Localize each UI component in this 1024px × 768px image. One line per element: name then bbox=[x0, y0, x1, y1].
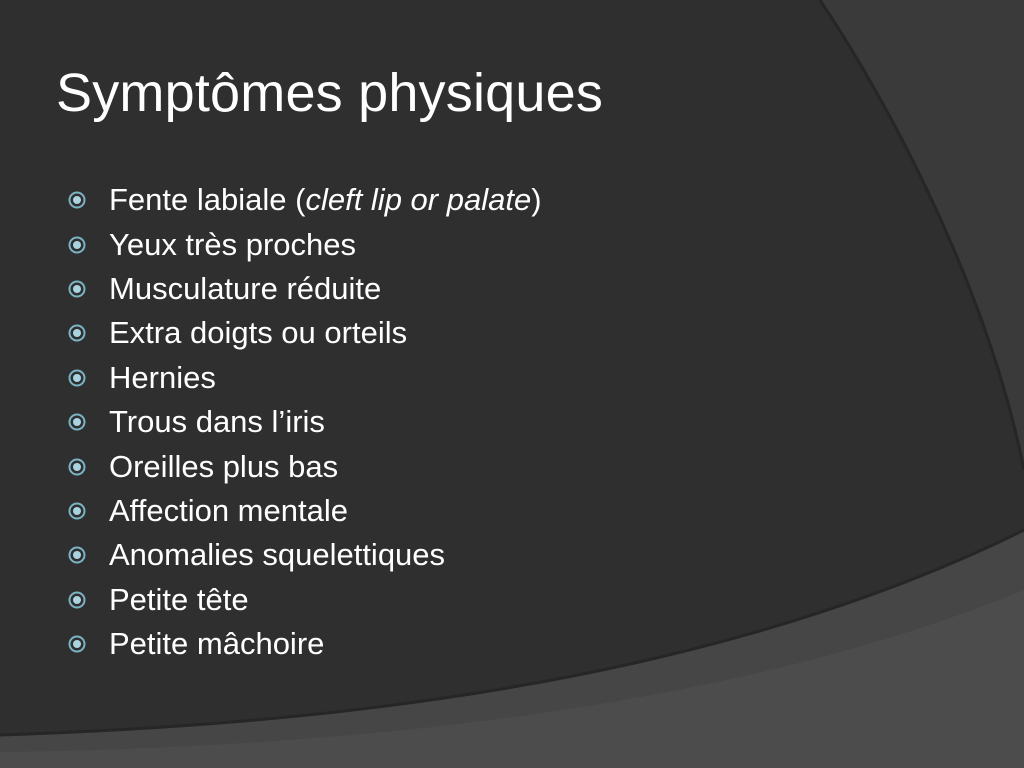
list-item-label: Yeux très proches bbox=[109, 226, 357, 262]
list-item bbox=[68, 311, 542, 355]
list-item-italic: cleft lip or palate bbox=[305, 182, 532, 218]
list-item bbox=[68, 400, 542, 444]
list-item bbox=[68, 356, 542, 400]
circled-dot-icon bbox=[68, 546, 86, 564]
list-item bbox=[68, 267, 542, 311]
list-item-label: Petite mâchoire bbox=[109, 626, 325, 662]
circled-dot-icon bbox=[68, 413, 86, 431]
circled-dot-icon bbox=[68, 369, 86, 387]
circled-dot-icon bbox=[68, 591, 86, 609]
list-item-label: Trous dans l’iris bbox=[109, 404, 325, 440]
circled-dot-icon bbox=[68, 458, 86, 476]
symptom-list bbox=[68, 178, 542, 666]
circled-dot-icon bbox=[68, 324, 86, 342]
slide-title: Symptômes physiques bbox=[56, 63, 604, 123]
list-item bbox=[68, 444, 542, 488]
circled-dot-icon bbox=[68, 635, 86, 653]
list-item bbox=[68, 578, 542, 622]
list-item bbox=[68, 533, 542, 577]
circled-dot-icon bbox=[68, 236, 86, 254]
list-item-label: Petite tête bbox=[109, 581, 249, 617]
list-item bbox=[68, 178, 542, 222]
circled-dot-icon bbox=[68, 191, 86, 209]
list-item-label: Extra doigts ou orteils bbox=[109, 315, 408, 351]
list-item bbox=[68, 622, 542, 666]
list-item-label: Hernies bbox=[109, 359, 216, 395]
list-item-label: Anomalies squelettiques bbox=[109, 537, 446, 573]
list-item-label: Musculature réduite bbox=[109, 270, 382, 306]
list-item bbox=[68, 222, 542, 266]
circled-dot-icon bbox=[68, 502, 86, 520]
list-item-label: Fente labiale (cleft lip or palate) bbox=[109, 182, 542, 218]
list-item bbox=[68, 489, 542, 533]
list-item-label: Oreilles plus bas bbox=[109, 448, 339, 484]
circled-dot-icon bbox=[68, 280, 86, 298]
list-item-label: Affection mentale bbox=[109, 492, 348, 528]
